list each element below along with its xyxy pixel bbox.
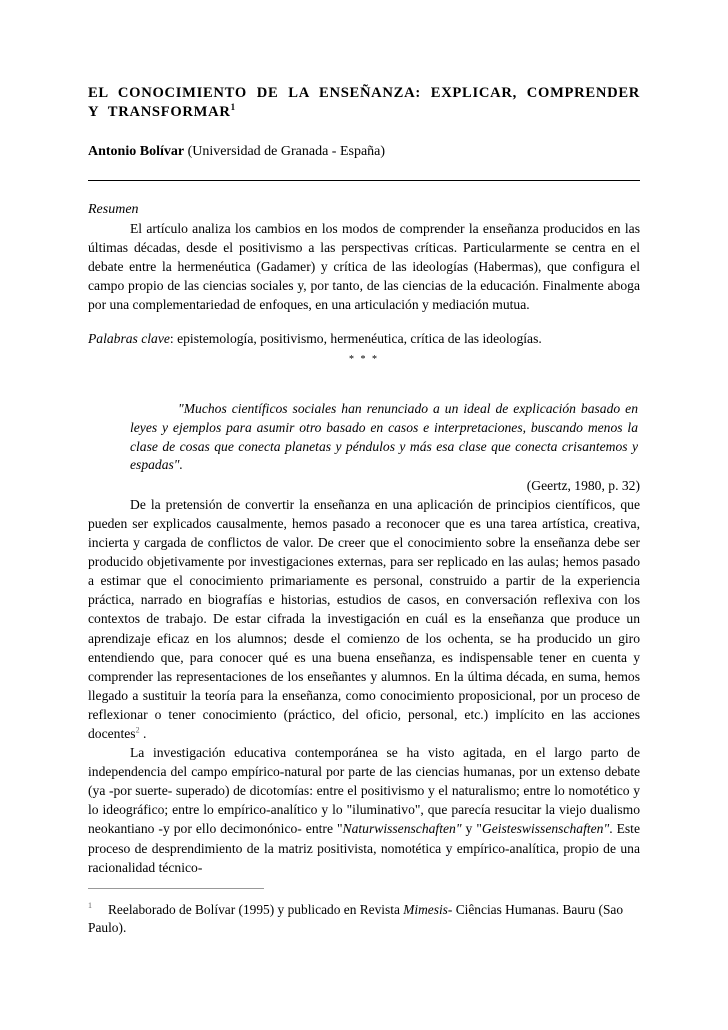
term-naturwissenschaften: Naturwissenschaften": [342, 821, 462, 837]
document-page: [88, 84, 640, 937]
paragraph-1-end: .: [139, 725, 147, 741]
title-divider: [88, 180, 640, 181]
abstract-text: El artículo analiza los cambios en los modos de comprender la enseñanza producidos en las últimas décadas, desde el positivismo a las perspectivas críticas. Particularmente se centra en el debate entre la hermenéutica (Gadamer) y crítica de las ideologías (Habermas), que configura el campo propio de las ciencias sociales y, por tanto, de las ciencias de la educación. Finalmente aboga por una complementariedad de enfoques, en una articulación y mediación mutua.: [88, 221, 640, 313]
title-footnote-marker[interactable]: 1: [230, 102, 236, 113]
paragraph-2-text-b: y ": [461, 821, 482, 837]
paragraph-2-text-a: La investigación educativa contemporánea se ha visto agitada, en el largo parto de independencia del campo empírico-natural por parte de las ciencias humanas, por un extenso debate (ya -por suerte- superado) de dicotomías: entre el positivismo y el naturalismo; entre lo nomotético y lo ideográfico; entre lo empírico-analítico y lo "iluminativo", que parecía resucitar la viejo dualismo neokantiano -y por ello decimonónico- entre ": [88, 745, 640, 837]
keywords: [88, 330, 640, 348]
body-paragraph-2: [88, 743, 640, 877]
author-line: [88, 143, 640, 161]
footnote-ref-2[interactable]: 2: [135, 725, 140, 735]
footnote-text-a: Reelaborado de Bolívar (1995) y publicado en Revista: [108, 901, 404, 917]
abstract-heading: Resumen: [88, 202, 139, 217]
section-separator: * * *: [349, 354, 379, 366]
body-paragraph-1: [88, 495, 640, 743]
footnote-mark: 1: [88, 901, 92, 911]
keywords-label: Palabras clave: [88, 331, 170, 347]
footnote-divider: [88, 888, 264, 889]
footnote-text-b: - Ciências Humanas. Bauru (Sao Paulo).: [88, 901, 624, 935]
author-affiliation: (Universidad de Granada - España): [187, 144, 386, 159]
epigraph-quote: "Muchos científicos sociales han renunciado a un ideal de explicación basado en leyes y ejemplos para asumir otro basado en casos e interpretaciones, buscando menos la clase de cosas que conecta planetas y péndulos y más esa clase que conecta crisantemos y espadas".: [130, 401, 638, 473]
keywords-text: : epistemología, positivismo, hermenéutica, crítica de las ideologías.: [169, 331, 542, 347]
title-text: EL CONOCIMIENTO DE LA ENSEÑANZA: EXPLICAR, COMPRENDER Y TRANSFORMAR: [88, 85, 640, 120]
footnote-1: [88, 901, 640, 937]
epigraph-citation: (Geertz, 1980, p. 32): [526, 477, 640, 493]
author-name: Antonio Bolívar: [88, 144, 185, 159]
paragraph-1-text: De la pretensión de convertir la enseñanza en una aplicación de principios científicos, que pueden ser explicados causalmente, hemos pasado a reconocer que es una tarea artística, creativa, incierta y cargada de conflictos de valor. De creer que el conocimiento sobre la enseñanza debe ser producido objetivamente por investigaciones externas, para ser replicado en las aulas; hemos pasado a estimar que el conocimiento primariamente es personal, construido a partir de la experiencia práctica, narrado en biografías e historias, estudios de casos, en conversación reflexiva con los contextos de trabajo. De estar cifrada la investigación en cuál es la enseñanza que produce un aprendizaje eficaz en los alumnos; desde el comienzo de los ochenta, se ha producido un giro entendiendo que, para conocer qué es una buena enseñanza, es indispensable tener en cuenta y comprender las representaciones de los enseñantes y alumnos. En la última década, en suma, hemos llegado a sustituir la teoría para la enseñanza, como conocimiento proposicional, por un proceso de reflexionar o tener conocimiento (práctico, del oficio, personal, etc.) implícito en las acciones docentes: [88, 496, 640, 741]
footnote-journal: Mimesis: [403, 901, 448, 917]
paragraph-2-text-c: . Este proceso de desprendimiento de la matriz positivista, nomotética y empírico-analítica, propio de una racionalidad técnico-: [88, 821, 640, 875]
term-geisteswissenschaften: Geisteswissenschaften": [481, 821, 610, 837]
paper-title: [88, 84, 640, 122]
